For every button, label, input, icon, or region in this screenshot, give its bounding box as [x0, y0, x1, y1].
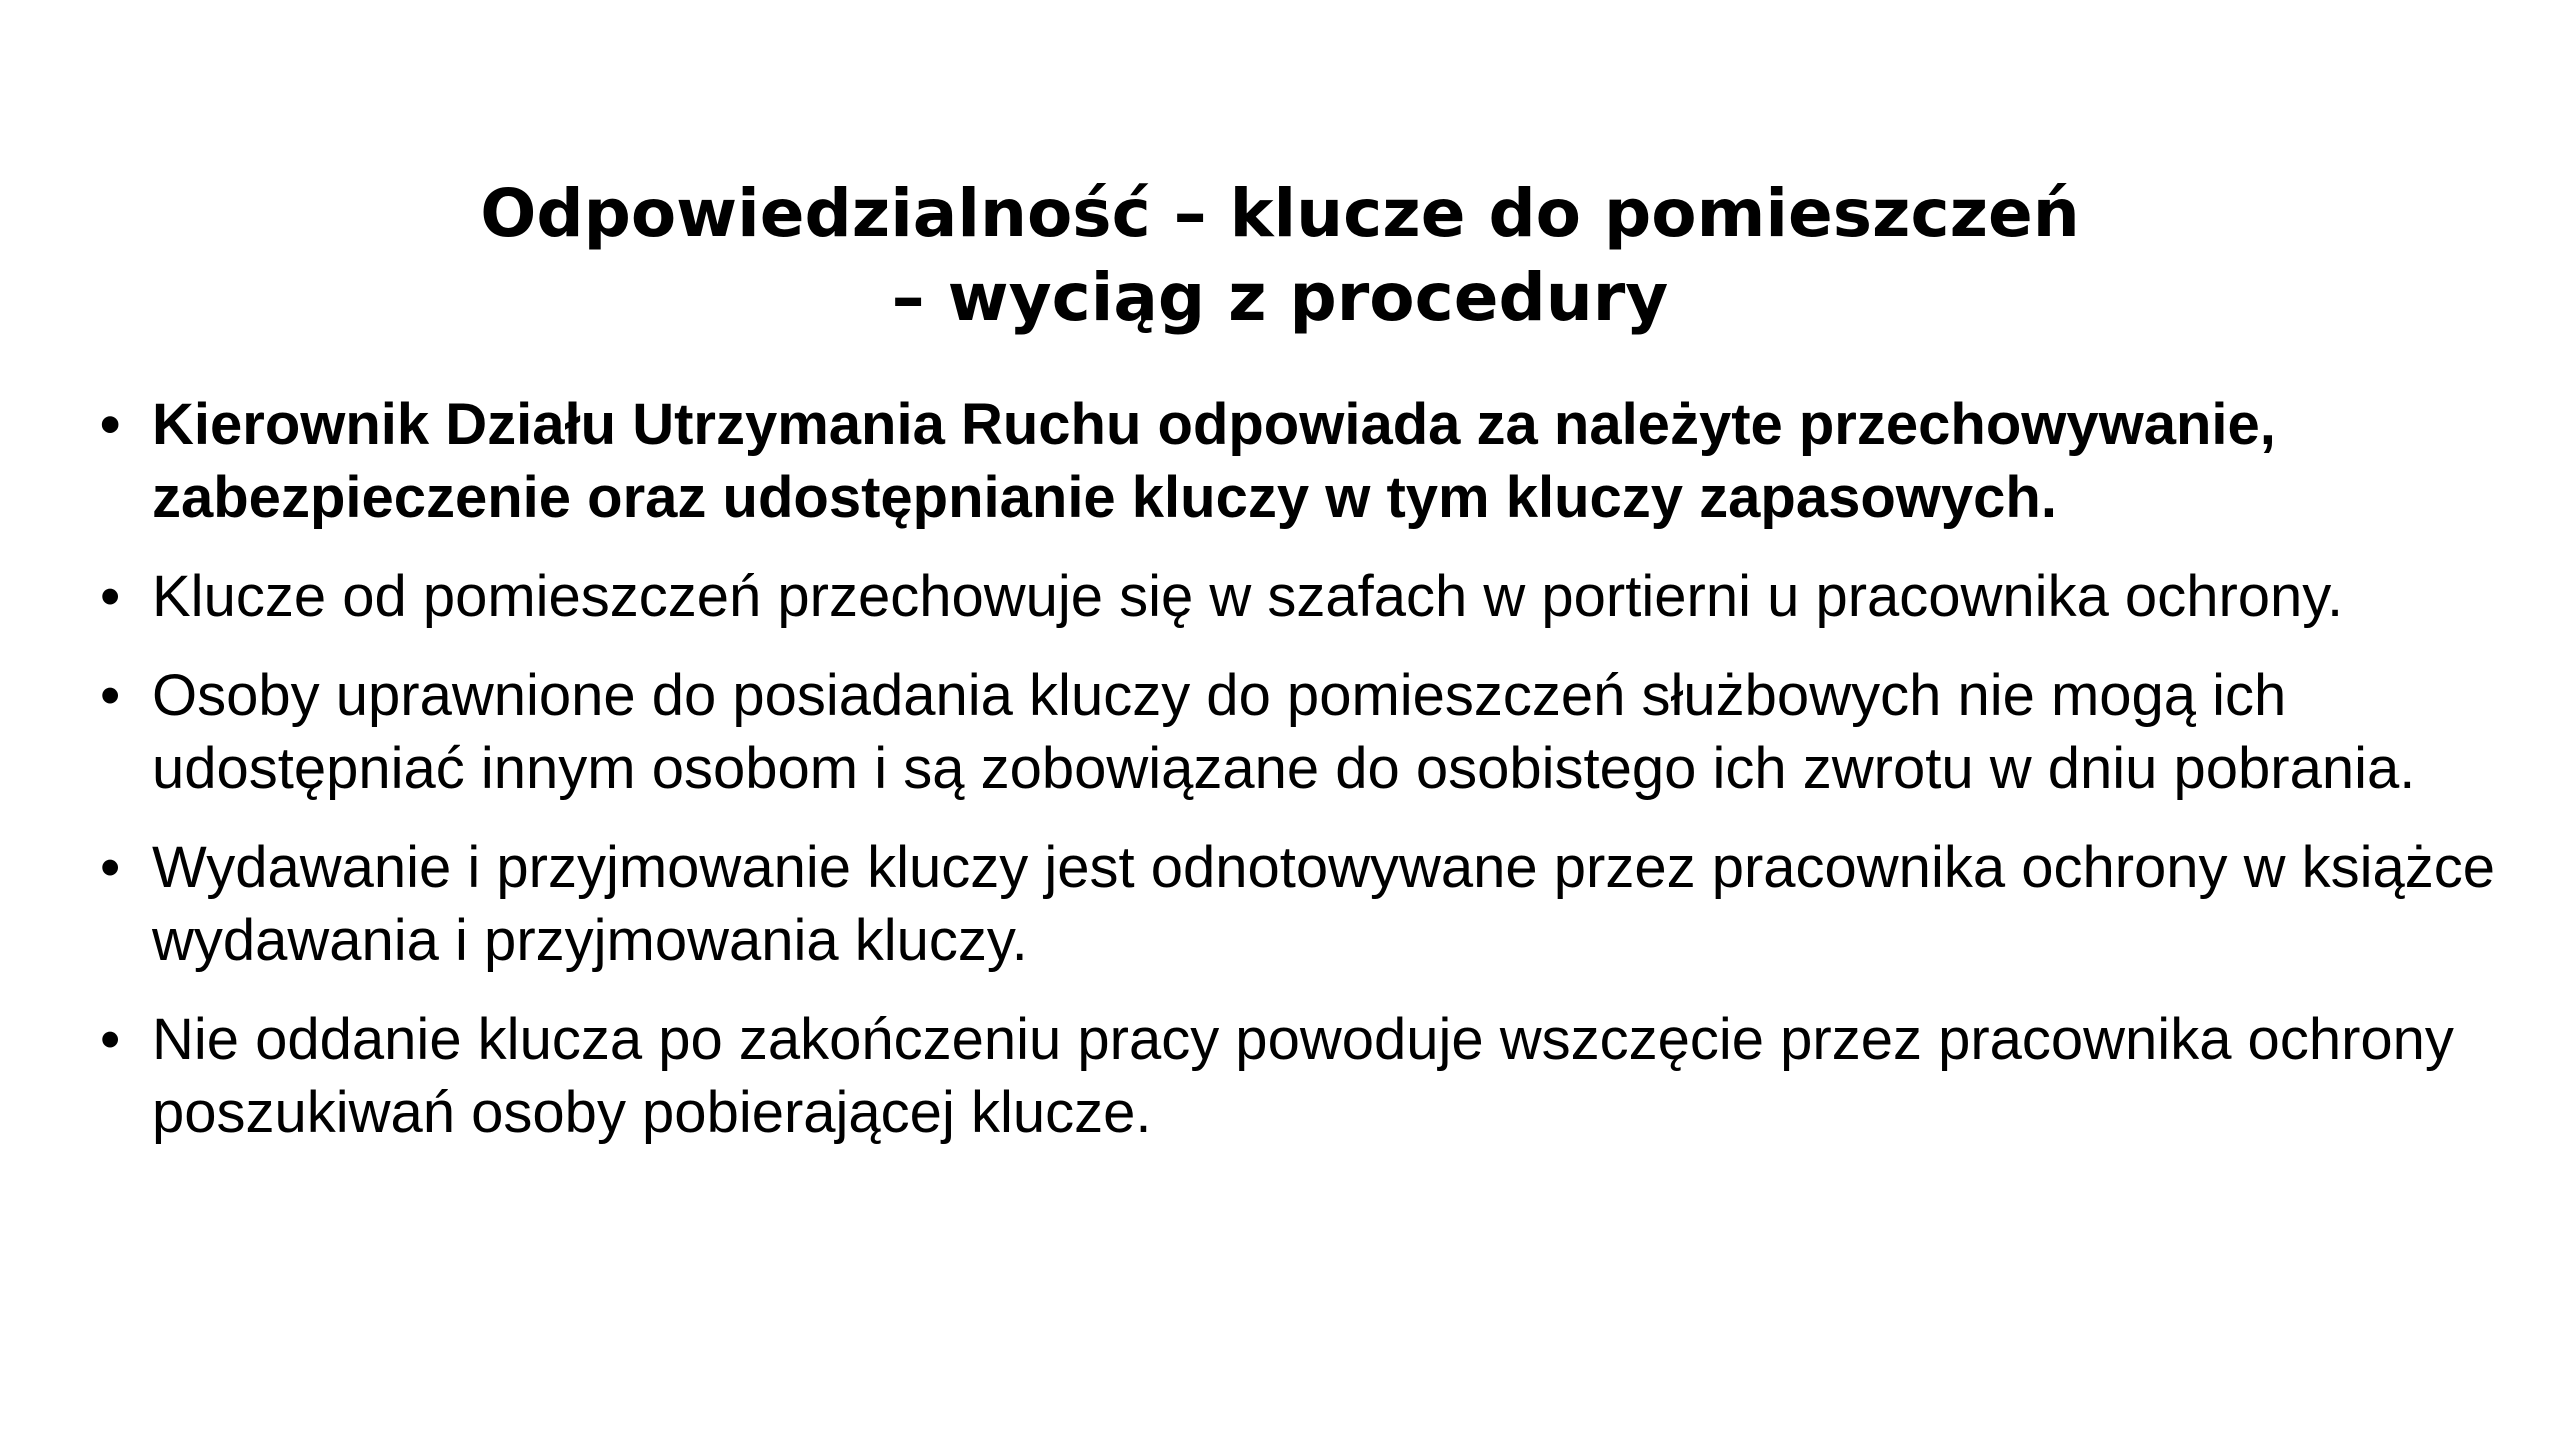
bullet-text-2: Klucze od pomieszczeń przechowuje się w szafach w portierni u pracownika ochrony. [152, 564, 2344, 629]
bullet-dot-icon: • [100, 835, 121, 900]
slide-title [0, 172, 2560, 340]
bullet-item-5 [100, 1003, 2500, 1149]
bullet-dot-icon: • [100, 1007, 121, 1072]
bullet-text-4: Wydawanie i przyjmowanie kluczy jest odnotowywane przez pracownika ochrony w książce wydawania i przyjmowania kluczy. [152, 835, 2496, 973]
bullet-item-3 [100, 659, 2500, 805]
bullet-dot-icon: • [100, 663, 121, 728]
slide-title-line-2: – wyciąg z procedury [891, 259, 1669, 337]
bullet-text-5: Nie oddanie klucza po zakończeniu pracy powoduje wszczęcie przez pracownika ochrony poszukiwań osoby pobierającej klucze. [152, 1007, 2454, 1145]
bullet-text-3: Osoby uprawnione do posiadania kluczy do pomieszczeń służbowych nie mogą ich udostępniać innym osobom i są zobowiązane do osobistego ich zwrotu w dniu pobrania. [152, 663, 2416, 801]
bullet-dot-icon: • [100, 564, 121, 629]
bullet-item-2 [100, 560, 2500, 633]
bullet-dot-icon: • [100, 392, 121, 457]
slide-title-line-1: Odpowiedzialność – klucze do pomieszczeń [480, 175, 2080, 253]
bullet-list [100, 388, 2500, 1175]
bullet-item-1 [100, 388, 2500, 534]
bullet-item-4 [100, 831, 2500, 977]
bullet-text-1: Kierownik Działu Utrzymania Ruchu odpowiada za należyte przechowywanie, zabezpieczenie oraz udostępnianie kluczy w tym kluczy zapasowych. [152, 392, 2276, 530]
